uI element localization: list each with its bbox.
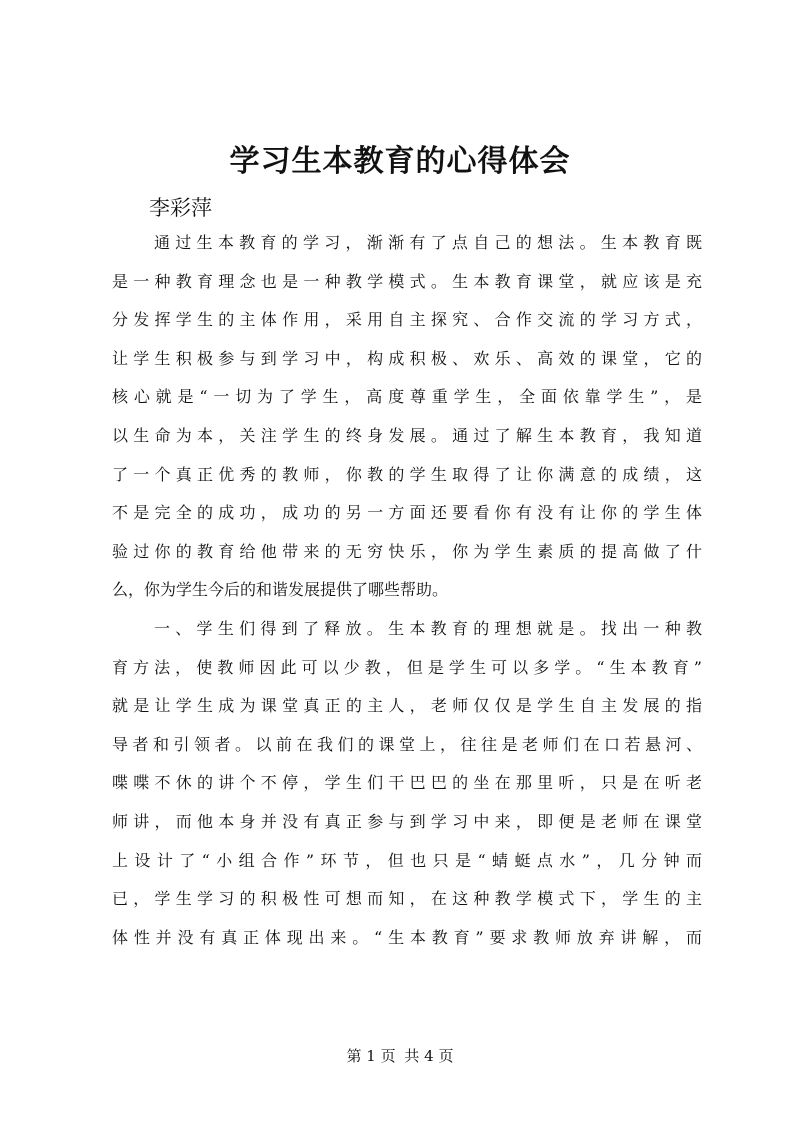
paragraph-line: 让学生积极参与到学习中，构成积极、欢乐、高效的课堂，它的: [112, 348, 702, 368]
paragraph-line: 核心就是“一切为了学生，高度尊重学生，全面依靠学生”，是: [112, 387, 702, 407]
document-title: 学习生本教育的心得体会: [229, 144, 571, 179]
paragraph-line: 体性并没有真正体现出来。“生本教育”要求教师放弃讲解，而: [112, 927, 702, 947]
page-number: 第 1 页: [346, 1047, 396, 1065]
page-total: 共 4 页: [404, 1047, 454, 1065]
paragraph-line: 了一个真正优秀的教师，你教的学生取得了让你满意的成绩，这: [112, 464, 702, 484]
paragraph-2: [112, 616, 702, 963]
paragraph-line: 以生命为本，关注学生的终身发展。通过了解生本教育，我知道: [112, 425, 702, 445]
page-footer: [0, 1046, 800, 1066]
paragraph-line: 么，你为学生今后的和谐发展提供了哪些帮助。: [112, 580, 449, 600]
paragraph-line: 不是完全的成功，成功的另一方面还要看你有没有让你的学生体: [112, 503, 702, 523]
paragraph-line: 已，学生学习的积极性可想而知，在这种教学模式下，学生的主: [112, 889, 702, 909]
paragraph-line: 验过你的教育给他带来的无穷快乐，你为学生素质的提高做了什: [112, 541, 702, 561]
paragraph-line: 一、学生们得到了释放。生本教育的理想就是。找出一种教: [154, 618, 702, 638]
paragraph-line: 上设计了“小组合作”环节，但也只是“蜻蜓点水”，几分钟而: [112, 850, 702, 870]
document-body: [112, 190, 702, 963]
paragraph-line: 导者和引领者。以前在我们的课堂上，往往是老师们在口若悬河、: [112, 734, 702, 754]
paragraph-line: 分发挥学生的主体作用，采用自主探究、合作交流的学习方式，: [112, 310, 702, 330]
author-name: 李彩萍: [149, 196, 212, 220]
paragraph-line: 通过生本教育的学习，渐渐有了点自己的想法。生本教育既: [154, 233, 702, 252]
paragraph-line: 喋喋不休的讲个不停，学生们干巴巴的坐在那里听，只是在听老: [112, 773, 702, 793]
paragraph-line: 就是让学生成为课堂真正的主人，老师仅仅是学生自主发展的指: [112, 696, 702, 716]
paragraph-1: [112, 230, 702, 616]
paragraph-line: 是一种教育理念也是一种教学模式。生本教育课堂，就应该是充: [112, 271, 702, 291]
paragraph-line: 师讲，而他本身并没有真正参与到学习中来，即便是老师在课堂: [112, 811, 702, 831]
paragraph-line: 育方法，使教师因此可以少教，但是学生可以多学。“生本教育”: [112, 657, 702, 677]
